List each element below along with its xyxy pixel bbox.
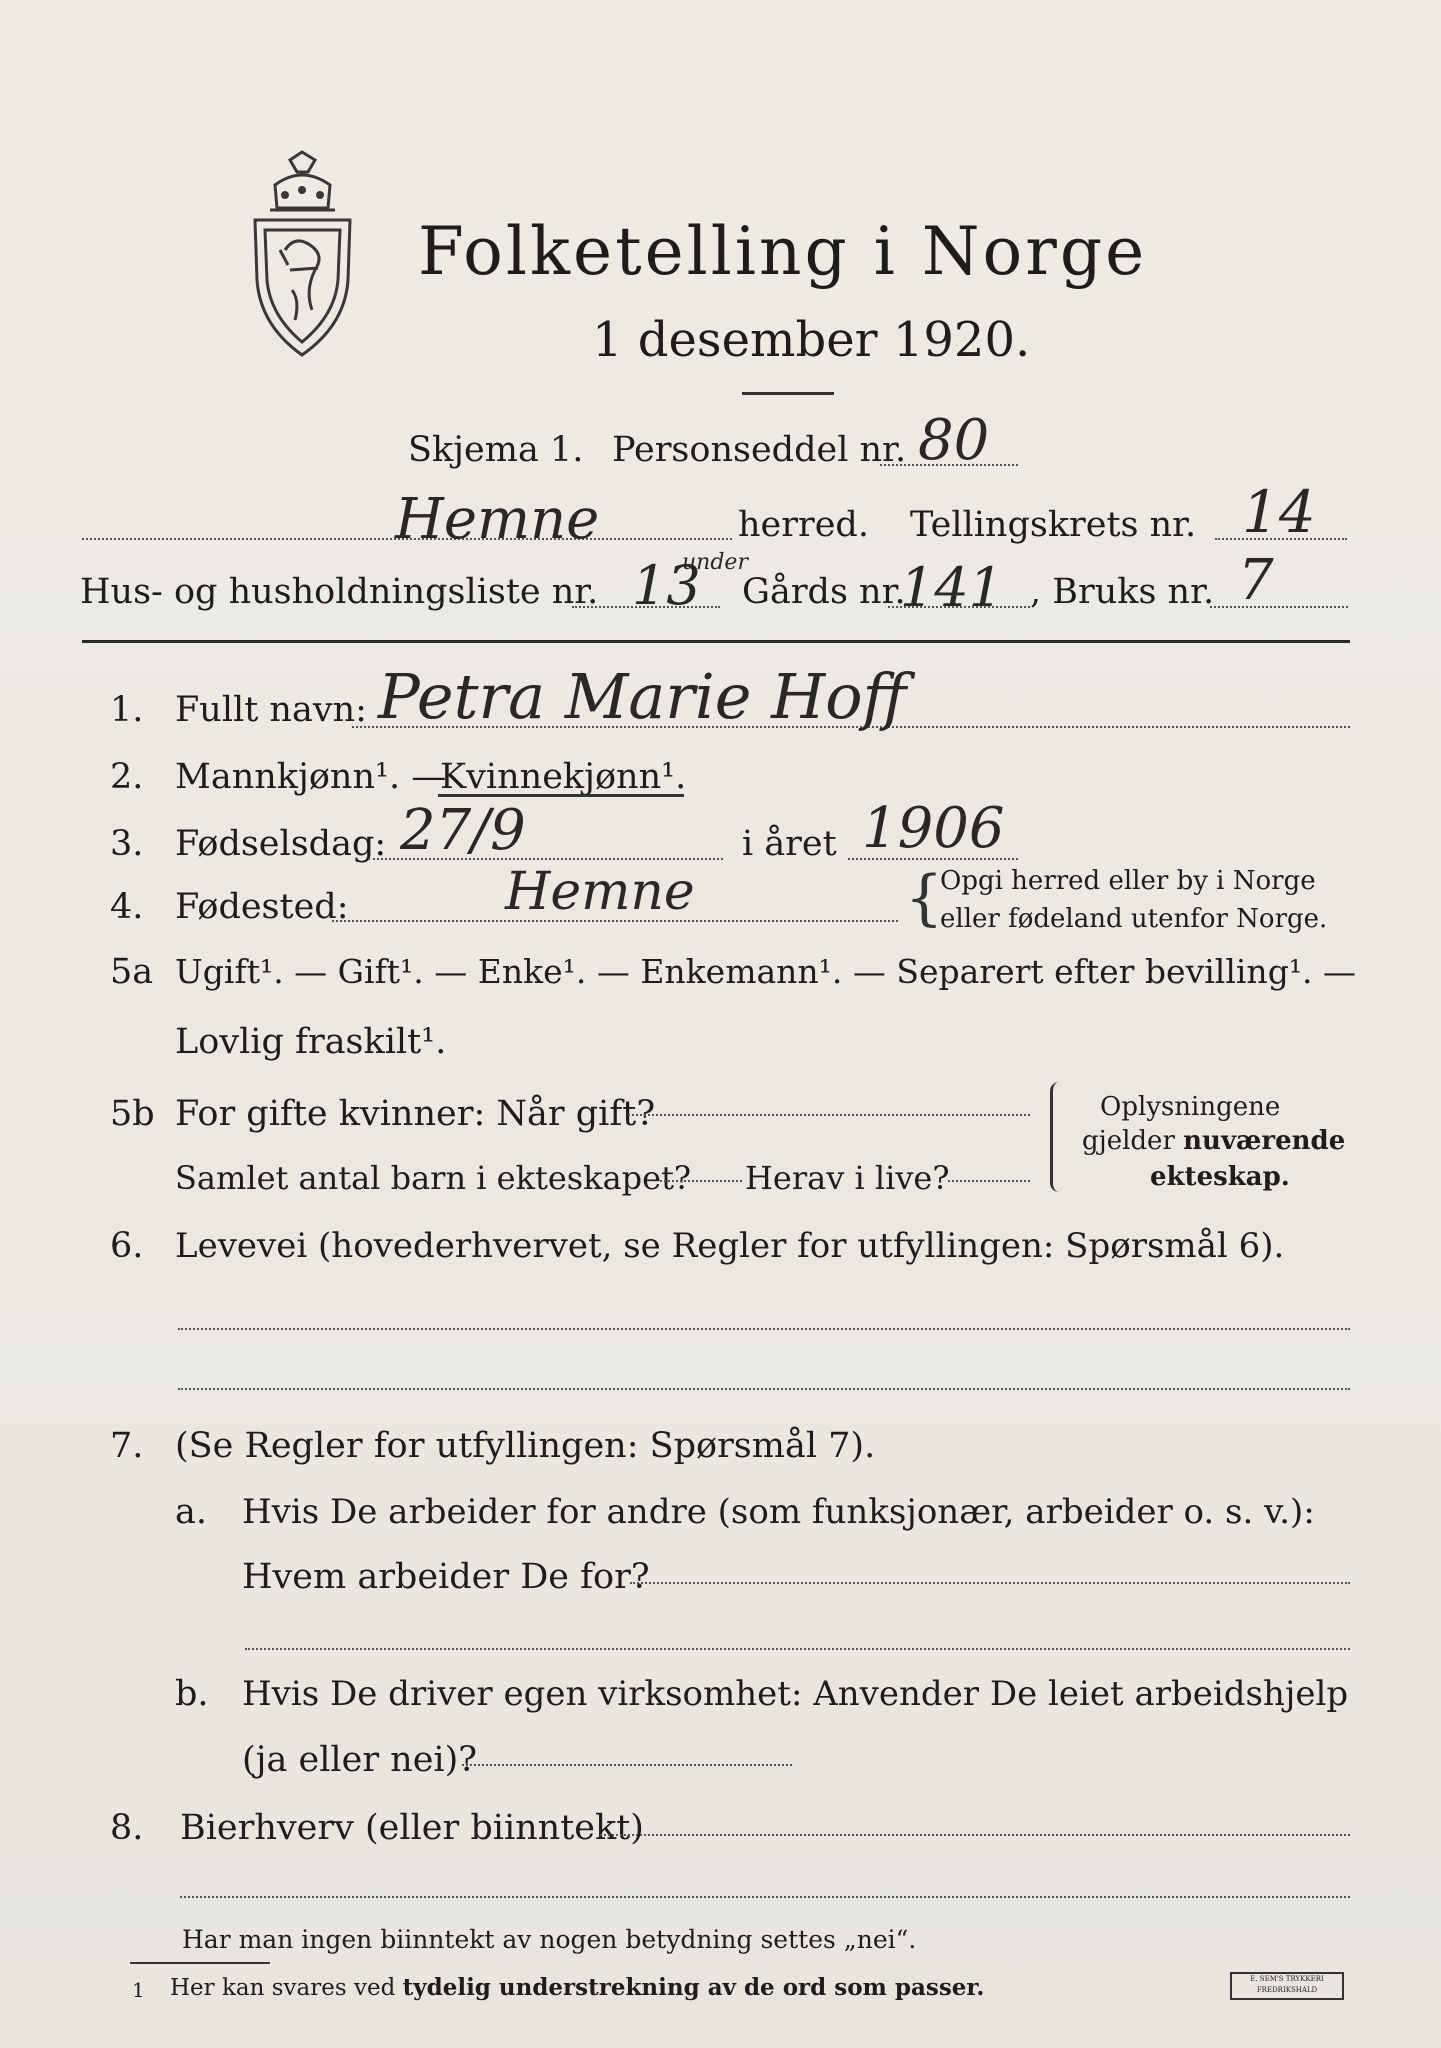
form-title: Folketelling i Norge bbox=[418, 213, 1148, 290]
q5b-bracket bbox=[1050, 1082, 1059, 1192]
footnote-rule bbox=[130, 1962, 270, 1964]
q6-label: Levevei (hovederhvervet, se Regler for utfyllingen: Spørsmål 6). bbox=[175, 1226, 1285, 1266]
q8-line bbox=[600, 1834, 1350, 1836]
q7b-line bbox=[462, 1764, 792, 1766]
q5b-alive-label: Herav i live? bbox=[745, 1159, 950, 1197]
tellingskrets-label: Tellingskrets nr. bbox=[910, 505, 1197, 545]
q1-value: Petra Marie Hoff bbox=[378, 660, 907, 733]
q7b-line-1: Hvis De driver egen virksomhet: Anvender De leiet arbeidshjelp bbox=[242, 1674, 1349, 1714]
q8-number: 8. bbox=[110, 1808, 144, 1848]
q5b-note-1: Oplysningene bbox=[1100, 1092, 1281, 1122]
q5b-line-1: For gifte kvinner: Når gift? bbox=[175, 1094, 656, 1134]
q5a-line-1: Ugift¹. — Gift¹. — Enke¹. — Enkemann¹. — Separert efter bevilling¹. — bbox=[175, 952, 1357, 991]
q2-number: 2. bbox=[110, 757, 144, 797]
q5b-number: 5b bbox=[110, 1094, 155, 1134]
q7b-number: b. bbox=[175, 1674, 209, 1714]
q5a-number: 5a bbox=[110, 952, 154, 992]
q5a-line-2: Lovlig fraskilt¹. bbox=[175, 1022, 447, 1062]
bruks-line bbox=[1210, 606, 1348, 608]
q4-note-1: Opgi herred eller by i Norge bbox=[940, 866, 1316, 896]
q5b-children-line bbox=[660, 1180, 742, 1182]
footnote-text: Her kan svares ved tydelig understrekning av de ord som passer. bbox=[170, 1974, 985, 2001]
q3-value: 27/9 bbox=[400, 798, 526, 863]
q7a-line-1: Hvis De arbeider for andre (som funksjonær, arbeider o. s. v.): bbox=[242, 1492, 1315, 1532]
q4-value: Hemne bbox=[505, 862, 695, 922]
q3-number: 3. bbox=[110, 824, 144, 864]
hus-label: Hus- og husholdningsliste nr. bbox=[80, 572, 599, 612]
q5b-alive-line bbox=[948, 1180, 1030, 1182]
q3-label: Fødselsdag: bbox=[175, 824, 387, 864]
q1-number: 1. bbox=[110, 690, 144, 730]
footer-note: Har man ingen biinntekt av nogen betydning settes „nei“. bbox=[182, 1925, 917, 1954]
skjema-label: Skjema 1. bbox=[408, 430, 584, 470]
q7a-line-2: Hvem arbeider De for? bbox=[242, 1557, 650, 1597]
personseddel-value: 80 bbox=[918, 408, 990, 473]
footnote-number: 1 bbox=[132, 1978, 145, 2002]
q4-number: 4. bbox=[110, 887, 144, 927]
bruks-value: 7 bbox=[1238, 548, 1274, 613]
q5b-note-3: ekteskap. bbox=[1150, 1162, 1290, 1192]
personseddel-label: Personseddel nr. bbox=[612, 430, 907, 470]
q7a-number: a. bbox=[175, 1492, 207, 1532]
q2-male: Mannkjønn¹. — bbox=[175, 757, 447, 797]
section-divider bbox=[82, 640, 1350, 643]
coat-of-arms-icon bbox=[240, 150, 365, 360]
q7b-line-2: (ja eller nei)? bbox=[242, 1740, 478, 1780]
q8-line-extra bbox=[180, 1896, 1350, 1898]
q6-line-2 bbox=[178, 1388, 1350, 1390]
herred-value: Hemne bbox=[395, 487, 600, 552]
q7-number: 7. bbox=[110, 1426, 144, 1466]
q5b-note-2: gjelder nuværende bbox=[1082, 1126, 1346, 1156]
hus-sup: under bbox=[682, 550, 748, 575]
q6-number: 6. bbox=[110, 1226, 144, 1266]
q5b-children-label: Samlet antal barn i ekteskapet? bbox=[175, 1159, 692, 1197]
title-rule bbox=[742, 392, 834, 395]
q3-year-label: i året bbox=[742, 824, 837, 864]
hus-value: 13 bbox=[632, 554, 701, 617]
q4-note-2: eller fødeland utenfor Norge. bbox=[940, 904, 1328, 934]
q2-female: Kvinnekjønn¹. bbox=[440, 757, 687, 797]
q7-label: (Se Regler for utfyllingen: Spørsmål 7). bbox=[175, 1426, 876, 1466]
gards-label: Gårds nr. bbox=[742, 572, 906, 612]
q7a-line-extra bbox=[245, 1648, 1350, 1650]
q5b-when-line bbox=[628, 1114, 1030, 1116]
q3-year-value: 1906 bbox=[862, 796, 1005, 861]
q4-brace: { bbox=[905, 863, 944, 933]
gards-value: 141 bbox=[900, 556, 1004, 619]
q8-label: Bierhverv (eller biinntekt) bbox=[180, 1808, 644, 1848]
bruks-label: , Bruks nr. bbox=[1030, 572, 1215, 612]
q4-label: Fødested: bbox=[175, 887, 349, 927]
q1-label: Fullt navn: bbox=[175, 690, 367, 730]
q6-line-1 bbox=[178, 1328, 1350, 1330]
printer-stamp: E. SEM'S TRYKKERI FREDRIKSHALD bbox=[1230, 1972, 1344, 2000]
census-date: 1 desember 1920. bbox=[592, 312, 1031, 368]
q2-underline bbox=[438, 794, 684, 797]
tellingskrets-value: 14 bbox=[1242, 478, 1316, 546]
q7a-line bbox=[630, 1582, 1350, 1584]
herred-label: herred. bbox=[738, 505, 869, 545]
